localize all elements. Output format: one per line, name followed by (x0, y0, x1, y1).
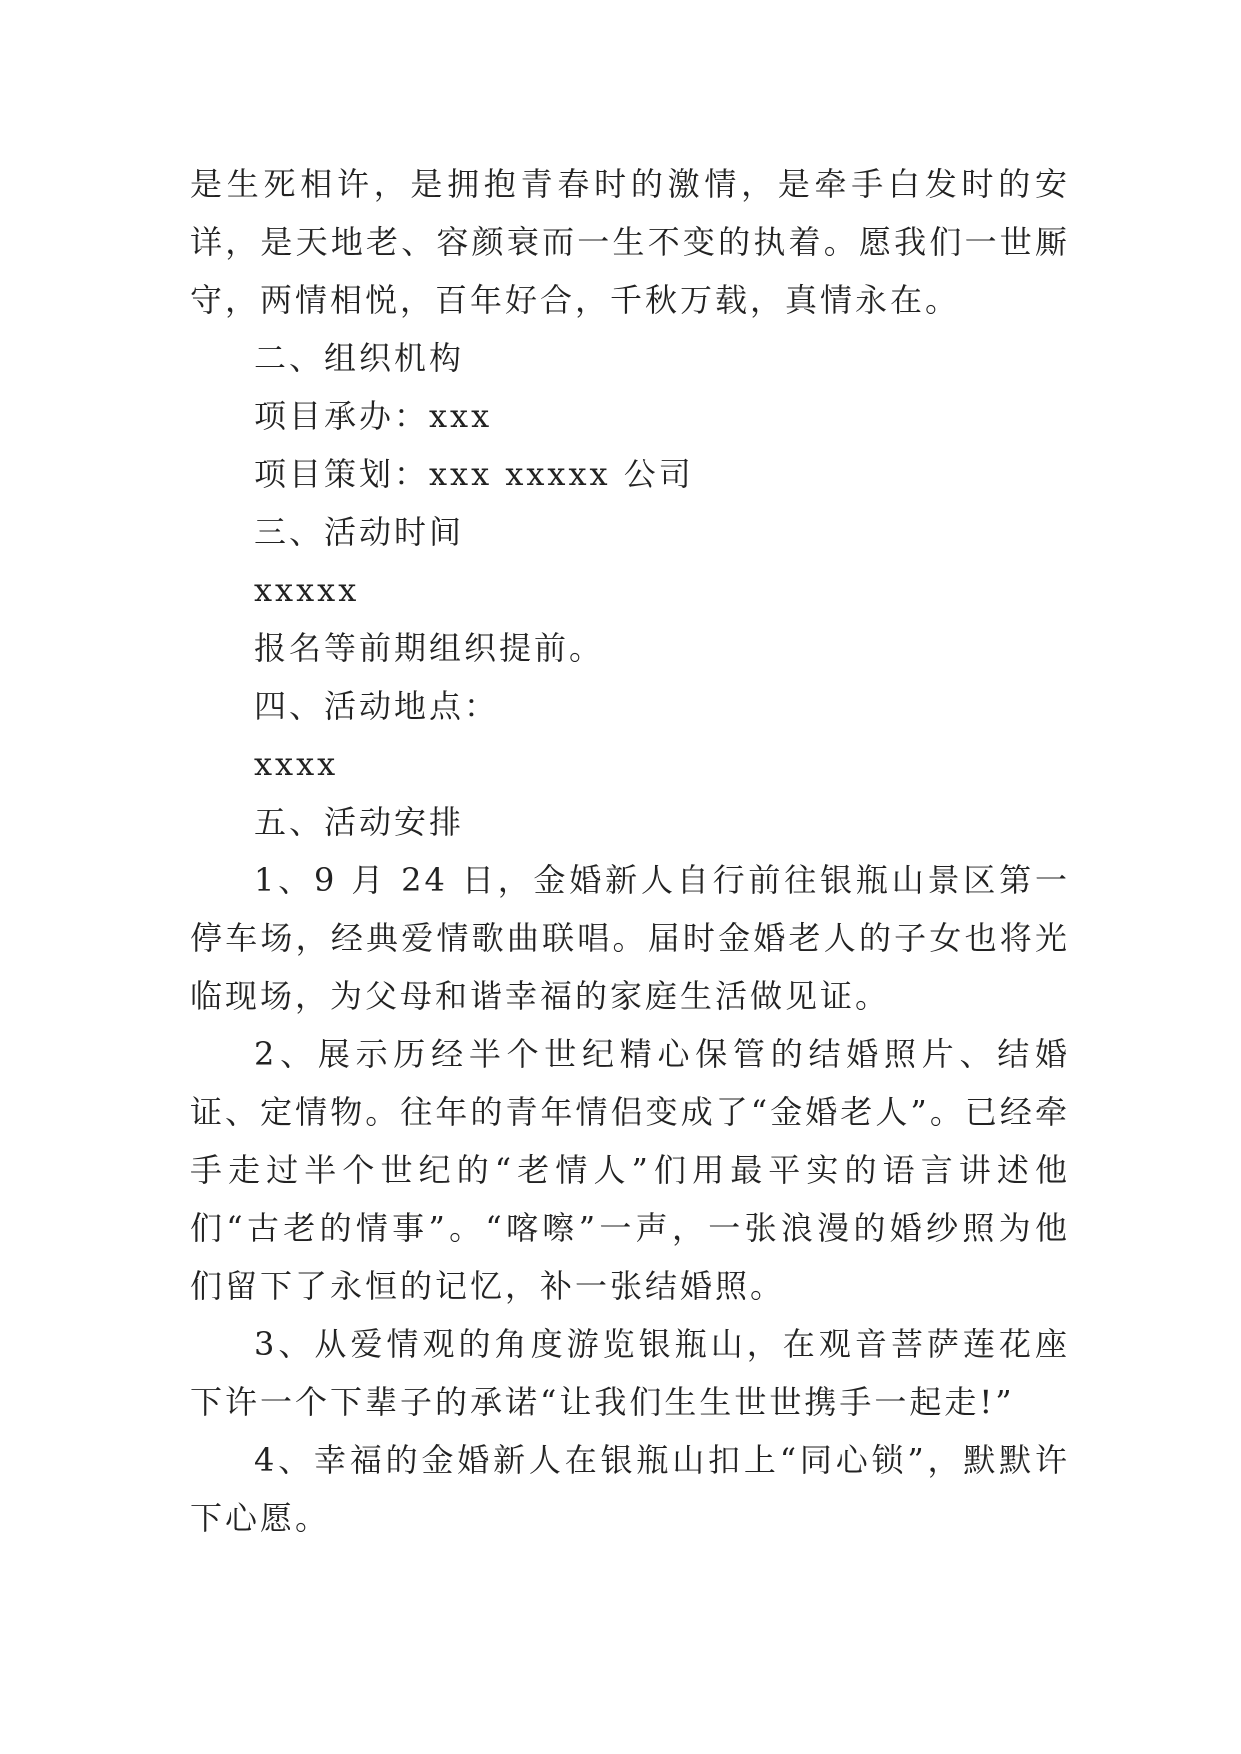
arrangement-item-2: 2、展示历经半个世纪精心保管的结婚照片、结婚证、定情物。往年的青年情侣变成了“金婚老人”。已经牵手走过半个世纪的“老情人”们用最平实的语言讲述他们“古老的情事”。“喀嚓”一声，一张浪漫的婚纱照为他们留下了永恒的记忆，补一张结婚照。 (190, 1035, 1070, 1305)
intro-continuation-paragraph: 是生死相许，是拥抱青春时的激情，是牵手白发时的安详，是天地老、容颜衰而一生不变的执着。愿我们一世厮守，两情相悦，百年好合，千秋万载，真情永在。 (190, 165, 1070, 319)
location-value: xxxx (254, 745, 339, 783)
time-heading: 三、活动时间 (254, 513, 465, 551)
organizer-line: 项目承办：xxx (254, 397, 493, 435)
arrangement-item-4: 4、幸福的金婚新人在银瓶山扣上“同心锁”，默默许下心愿。 (190, 1441, 1070, 1537)
arrangement-heading: 五、活动安排 (254, 803, 465, 841)
arrangement-item-1: 1、9 月 24 日，金婚新人自行前往银瓶山景区第一停车场，经典爱情歌曲联唱。届时金婚老人的子女也将光临现场，为父母和谐幸福的家庭生活做见证。 (190, 861, 1070, 1015)
organization-heading: 二、组织机构 (254, 339, 465, 377)
time-value: xxxxx (254, 571, 360, 609)
planner-line: 项目策划：xxx xxxxx 公司 (254, 455, 694, 493)
location-heading: 四、活动地点： (254, 687, 500, 725)
arrangement-item-3: 3、从爱情观的角度游览银瓶山，在观音菩萨莲花座下许一个下辈子的承诺“让我们生生世世携手一起走!” (190, 1325, 1070, 1421)
registration-note: 报名等前期组织提前。 (254, 629, 605, 667)
document-body (190, 155, 1070, 1547)
